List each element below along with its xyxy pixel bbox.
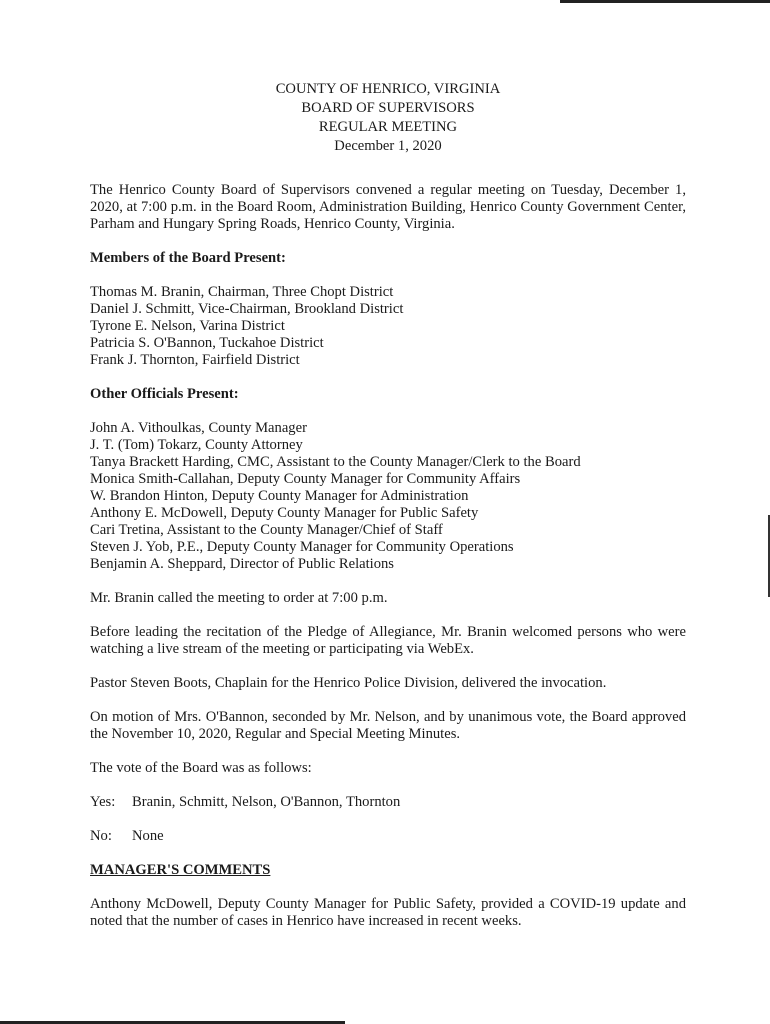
vote-no-value: None bbox=[132, 828, 164, 844]
vote-intro-paragraph: The vote of the Board was as follows: bbox=[90, 760, 312, 776]
vote-yes-row bbox=[90, 794, 686, 811]
members-list bbox=[90, 284, 686, 369]
list-item: Tyrone E. Nelson, Varina District bbox=[90, 318, 285, 334]
list-item: J. T. (Tom) Tokarz, County Attorney bbox=[90, 437, 303, 453]
call-to-order-paragraph: Mr. Branin called the meeting to order at 7:00 p.m. bbox=[90, 590, 388, 606]
officials-heading: Other Officials Present: bbox=[90, 386, 239, 402]
list-item: Steven J. Yob, P.E., Deputy County Manager for Community Operations bbox=[90, 539, 514, 555]
header-county: COUNTY OF HENRICO, VIRGINIA bbox=[275, 81, 501, 97]
scan-edge-top bbox=[560, 0, 770, 3]
header-date: December 1, 2020 bbox=[334, 138, 442, 154]
list-item: Anthony E. McDowell, Deputy County Manager for Public Safety bbox=[90, 505, 479, 521]
list-item: Daniel J. Schmitt, Vice-Chairman, Brookland District bbox=[90, 301, 404, 317]
list-item: John A. Vithoulkas, County Manager bbox=[90, 420, 307, 436]
list-item: Patricia S. O'Bannon, Tuckahoe District bbox=[90, 335, 324, 351]
officials-list bbox=[90, 420, 686, 573]
invocation-paragraph: Pastor Steven Boots, Chaplain for the Henrico Police Division, delivered the invocation. bbox=[90, 675, 607, 691]
vote-yes-label: Yes: bbox=[90, 794, 116, 810]
vote-no-row bbox=[90, 828, 686, 845]
vote-no-label: No: bbox=[90, 828, 112, 844]
list-item: Tanya Brackett Harding, CMC, Assistant to the County Manager/Clerk to the Board bbox=[90, 454, 581, 470]
list-item: Frank J. Thornton, Fairfield District bbox=[90, 352, 300, 368]
list-item: W. Brandon Hinton, Deputy County Manager for Administration bbox=[90, 488, 469, 504]
vote-yes-value: Branin, Schmitt, Nelson, O'Bannon, Thornton bbox=[132, 794, 401, 810]
intro-paragraph: The Henrico County Board of Supervisors convened a regular meeting on Tuesday, December 1, 2020, at 7:00 p.m. in the Board Room, Administration Building, Henrico County Government Center, Parham and Hungary Spring Roads, Henrico County, Virginia. bbox=[90, 182, 686, 232]
list-item: Cari Tretina, Assistant to the County Manager/Chief of Staff bbox=[90, 522, 443, 538]
pledge-paragraph: Before leading the recitation of the Pledge of Allegiance, Mr. Branin welcomed persons who were watching a live stream of the meeting or participating via WebEx. bbox=[90, 624, 686, 657]
managers-comments-paragraph: Anthony McDowell, Deputy County Manager for Public Safety, provided a COVID-19 update and noted that the number of cases in Henrico have increased in recent weeks. bbox=[90, 896, 686, 929]
header-meeting-type: REGULAR MEETING bbox=[318, 119, 458, 135]
document-header bbox=[90, 80, 686, 156]
members-heading: Members of the Board Present: bbox=[90, 250, 286, 266]
header-board: BOARD OF SUPERVISORS bbox=[301, 100, 475, 116]
managers-comments-heading: MANAGER'S COMMENTS bbox=[90, 862, 271, 878]
document-page bbox=[90, 80, 686, 930]
motion-paragraph: On motion of Mrs. O'Bannon, seconded by Mr. Nelson, and by unanimous vote, the Board approved the November 10, 2020, Regular and Special Meeting Minutes. bbox=[90, 709, 686, 742]
list-item: Thomas M. Branin, Chairman, Three Chopt District bbox=[90, 284, 394, 300]
list-item: Monica Smith-Callahan, Deputy County Manager for Community Affairs bbox=[90, 471, 521, 487]
list-item: Benjamin A. Sheppard, Director of Public Relations bbox=[90, 556, 394, 572]
